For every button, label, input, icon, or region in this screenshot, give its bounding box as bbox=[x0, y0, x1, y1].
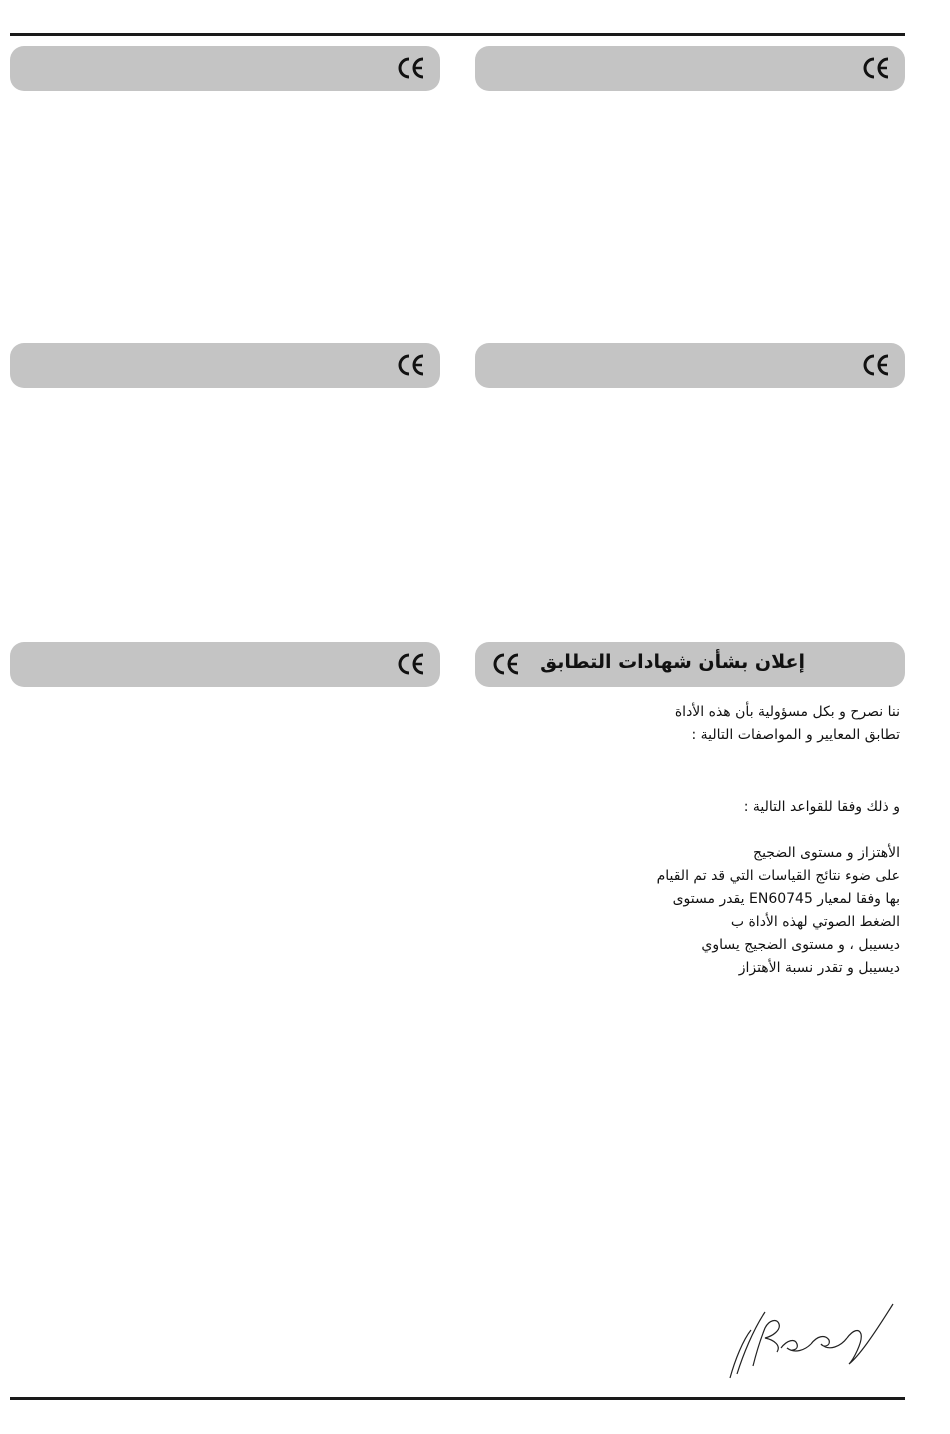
vibration-noise-section bbox=[657, 842, 900, 980]
text-line: ننا نصرح و بكل مسؤولية بأن هذه الأداة bbox=[674, 704, 900, 720]
text-line: الأهتزاز و مستوى الضجيج bbox=[753, 845, 900, 861]
ce-panel-arabic bbox=[475, 642, 905, 687]
ce-mark-icon bbox=[396, 55, 426, 81]
text-line: بها وفقا لمعيار EN60745 يقدر مستوى bbox=[672, 891, 900, 907]
declaration-title: إعلان بشأن شهادات التطابق bbox=[540, 651, 805, 673]
ce-panel-left-3 bbox=[10, 642, 440, 687]
text-line: تطابق المعايير و المواصفات التالية : bbox=[691, 727, 900, 743]
text-line: ديسيبل ، و مستوى الضجيج يساوي bbox=[701, 937, 900, 953]
ce-panel-right-1 bbox=[475, 46, 905, 91]
ce-panel-left-2 bbox=[10, 343, 440, 388]
ce-panel-left-1 bbox=[10, 46, 440, 91]
ce-mark-icon bbox=[396, 352, 426, 378]
ce-mark-icon bbox=[491, 651, 521, 677]
signature-image bbox=[725, 1300, 900, 1382]
declaration-intro bbox=[675, 701, 900, 747]
text-line: ديسيبل و تقدر نسبة الأهتزاز bbox=[738, 960, 900, 976]
ce-mark-icon bbox=[861, 55, 891, 81]
standards-line: و ذلك وفقا للقواعد التالية : bbox=[743, 799, 900, 815]
top-rule bbox=[10, 33, 905, 36]
ce-mark-icon bbox=[396, 651, 426, 677]
ce-panel-right-2 bbox=[475, 343, 905, 388]
ce-mark-icon bbox=[861, 352, 891, 378]
text-line: على ضوء نتائج القياسات التي قد تم القيام bbox=[656, 868, 900, 884]
text-line: الضغط الصوتي لهذه الأداة ب bbox=[730, 914, 900, 930]
bottom-rule bbox=[10, 1397, 905, 1400]
